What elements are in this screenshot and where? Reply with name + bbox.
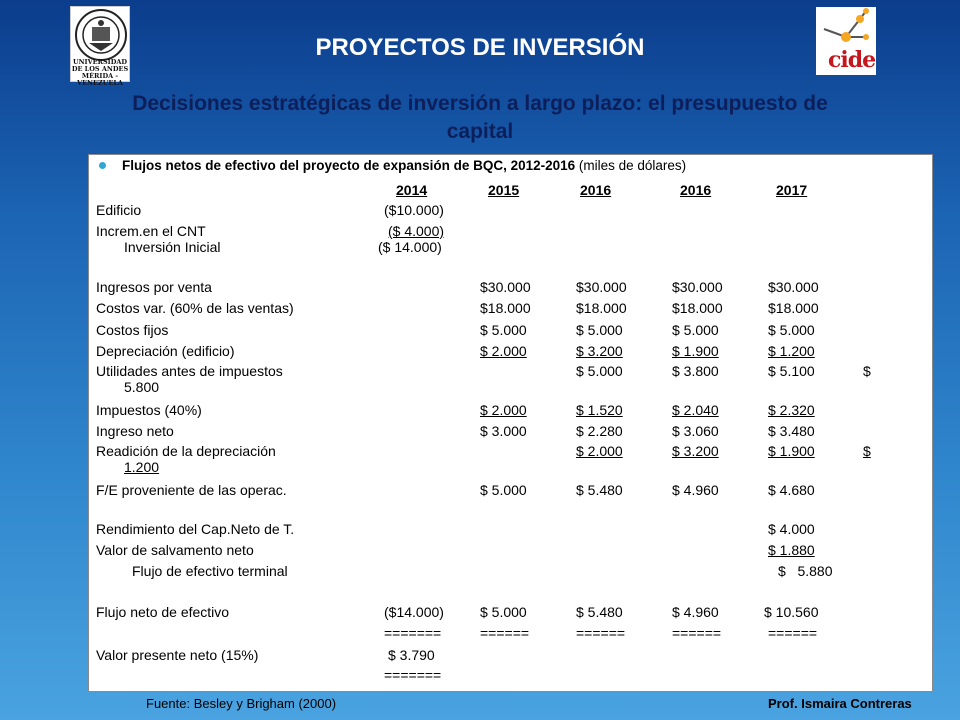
cell: $ 3.480 <box>768 423 815 439</box>
year-header-2016a: 2016 <box>580 182 612 198</box>
row-label: Ingreso neto <box>96 423 174 439</box>
cell: $ 2.280 <box>576 423 623 439</box>
cell: $ 4.680 <box>768 482 815 498</box>
cell: $ 2.000 <box>576 443 623 459</box>
cell: $ 3.000 <box>480 423 527 439</box>
cell: $ 5.100 <box>768 363 815 379</box>
cell: $ 5.480 <box>576 604 623 620</box>
cell: $ 3.200 <box>576 343 623 359</box>
cell: $18.000 <box>768 300 819 316</box>
cell: $ 5.000 <box>672 322 719 338</box>
cell: $ 10.560 <box>764 604 819 620</box>
cell: $30.000 <box>480 279 531 295</box>
row-label: Valor de salvamento neto <box>96 542 254 558</box>
intro-bold: Flujos netos de efectivo del proyecto de expansión de BQC, 2012-2016 <box>122 158 576 173</box>
cell: $30.000 <box>768 279 819 295</box>
cell: ($ 14.000) <box>378 239 442 255</box>
row-label: Costos fijos <box>96 322 169 338</box>
intro-line <box>122 158 686 173</box>
cell-wrap: 5.800 <box>124 379 160 395</box>
row-label: Flujo neto de efectivo <box>96 604 230 620</box>
footer-source: Fuente: Besley y Brigham (2000) <box>146 696 337 711</box>
cell: $ 3.200 <box>672 443 719 459</box>
cell: ($ 4.000) <box>388 223 445 239</box>
cell: $ 3.060 <box>672 423 719 439</box>
cell-wrap: 1.200 <box>124 459 160 475</box>
cell: $ 2.000 <box>480 402 527 418</box>
cell: $ 5.000 <box>480 604 527 620</box>
page-title: PROYECTOS DE INVERSIÓN <box>315 34 645 61</box>
row-label: Increm.en el CNT <box>96 223 206 239</box>
row-label: Valor presente neto (15%) <box>96 647 259 663</box>
cell: ====== <box>672 625 722 641</box>
cell: $ 2.320 <box>768 402 815 418</box>
cell: $ 5.000 <box>480 482 527 498</box>
cell: $18.000 <box>480 300 531 316</box>
cell: ======= <box>384 667 442 683</box>
cell: ($10.000) <box>384 202 444 218</box>
cell: $ 4.000 <box>768 521 815 537</box>
cell: $ 1.520 <box>576 402 623 418</box>
cell: $ 5.880 <box>778 563 833 579</box>
cell: ====== <box>768 625 818 641</box>
cell: $ 2.000 <box>480 343 527 359</box>
row-label: Utilidades antes de impuestos <box>96 363 283 379</box>
year-header-2014: 2014 <box>396 182 428 198</box>
university-logo-text: UNIVERSIDAD DE LOS ANDES MÉRIDA - VENEZUELA <box>71 58 129 87</box>
cell: $ 1.900 <box>768 443 815 459</box>
cell: $ <box>863 443 871 459</box>
cell: $ 5.000 <box>768 322 815 338</box>
cell: $ <box>863 363 871 379</box>
row-label: Costos var. (60% de las ventas) <box>96 300 294 316</box>
row-label: Depreciación (edificio) <box>96 343 235 359</box>
row-label: Edificio <box>96 202 142 218</box>
row-label: F/E proveniente de las operac. <box>96 482 287 498</box>
row-label: Ingresos por venta <box>96 279 212 295</box>
cide-logo-text: cide <box>828 47 876 73</box>
cell: $ 4.960 <box>672 482 719 498</box>
row-label: Rendimiento del Cap.Neto de T. <box>96 521 295 537</box>
row-label: Flujo de efectivo terminal <box>132 563 288 579</box>
cell: $ 1.200 <box>768 343 815 359</box>
row-label: Inversión Inicial <box>124 239 221 255</box>
cell: ======= <box>384 625 442 641</box>
cell: $ 5.000 <box>576 363 623 379</box>
cell: $18.000 <box>672 300 723 316</box>
cell: $ 1.880 <box>768 542 815 558</box>
cell: $18.000 <box>576 300 627 316</box>
page-subtitle: Decisiones estratégicas de inversión a largo plazo: el presupuesto de capital <box>132 92 828 143</box>
cell: $ 5.000 <box>576 322 623 338</box>
cell: $30.000 <box>672 279 723 295</box>
intro-normal: (miles de dólares) <box>575 158 687 173</box>
row-label: Impuestos (40%) <box>96 402 202 418</box>
cell: $ 5.000 <box>480 322 527 338</box>
cell: $ 3.790 <box>388 647 435 663</box>
row-label: Readición de la depreciación <box>96 443 276 459</box>
year-header-2016b: 2016 <box>680 182 712 198</box>
cell: $ 4.960 <box>672 604 719 620</box>
cell: $ 2.040 <box>672 402 719 418</box>
cell: ====== <box>480 625 530 641</box>
bullet-icon <box>99 162 106 169</box>
cell: ($14.000) <box>384 604 444 620</box>
cell: $ 1.900 <box>672 343 719 359</box>
year-header-2017: 2017 <box>776 182 808 198</box>
cell: $30.000 <box>576 279 627 295</box>
footer-author: Prof. Ismaira Contreras <box>768 696 912 711</box>
cell: ====== <box>576 625 626 641</box>
year-header-2015: 2015 <box>488 182 520 198</box>
cell: $ 5.480 <box>576 482 623 498</box>
cell: $ 3.800 <box>672 363 719 379</box>
